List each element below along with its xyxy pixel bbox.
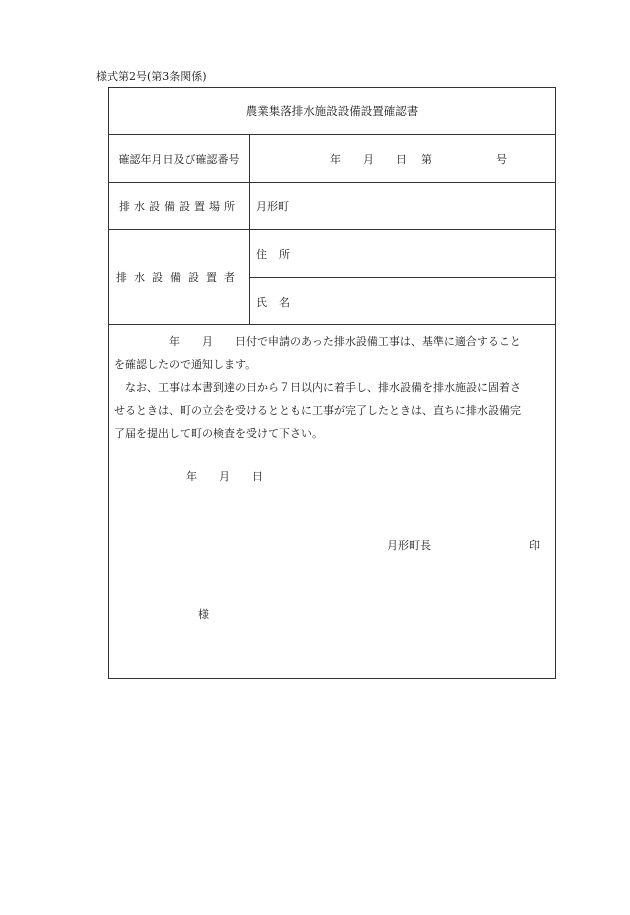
installer-row (109, 230, 555, 325)
form-title-row (109, 88, 555, 135)
confirmation-date-number-field[interactable] (250, 135, 555, 182)
issue-date-line: 年 月 日 (186, 470, 263, 483)
notice-line: 年 月 日付で申請のあった排水設備工事は、基準に適合すること (114, 335, 521, 348)
installer-address-label: 住所 (256, 247, 302, 261)
form-number: 様式第2号(第3条関係) (96, 70, 207, 83)
year-label: 年 (330, 152, 341, 166)
month-label: 月 (363, 152, 374, 166)
notice-line: 了届を提出して町の検査を受けて下さい。 (114, 427, 323, 440)
go-label: 号 (496, 152, 507, 166)
confirmation-date-number-label: 確認年月日及び確認番号 (109, 135, 250, 182)
notice-line: なお、工事は本書到達の日から７日以内に着手し、排水設備を排水施設に固着さ (114, 381, 521, 394)
confirmation-date-number-row (109, 135, 555, 183)
notice-paragraph-2 (114, 376, 554, 445)
installer-address-field[interactable] (250, 230, 555, 278)
installation-location-value: 月形町 (256, 200, 289, 213)
installation-location-row (109, 183, 555, 230)
notice-line: を確認したので通知します。 (114, 358, 257, 371)
installation-location-label: 排水設備設置場所 (109, 183, 250, 229)
installer-name-field[interactable] (250, 278, 555, 325)
installer-name-label: 氏名 (256, 295, 302, 309)
day-label: 日 (396, 152, 407, 166)
form-title: 農業集落排水施設設備設置確認書 (245, 104, 419, 118)
notice-paragraph-1 (114, 330, 554, 376)
recipient-honorific: 様 (198, 608, 209, 621)
installer-label: 排水設備設置者 (109, 230, 250, 324)
installation-location-field[interactable] (250, 183, 555, 229)
confirmation-form (108, 87, 556, 679)
notice-line: せるときは、町の立会を受けるとともに工事が完了したときは、直ちに排水設備完 (114, 404, 521, 417)
seal-mark: 印 (529, 539, 540, 552)
issuer-title: 月形町長 (387, 539, 431, 552)
notice-body (109, 325, 555, 678)
dai-label: 第 (421, 152, 432, 166)
